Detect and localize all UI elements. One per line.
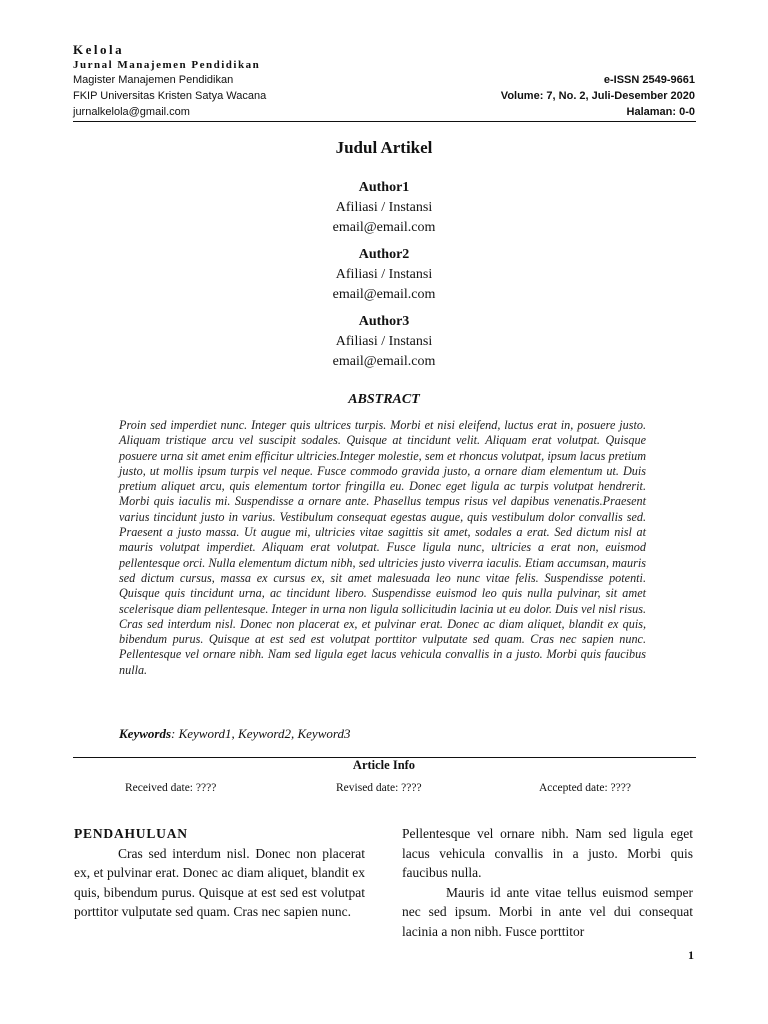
section-heading: PENDAHULUAN <box>74 826 188 841</box>
keywords <box>119 726 646 742</box>
accepted-date: Accepted date: ???? <box>539 782 631 794</box>
author-block-3 <box>0 312 768 372</box>
body-paragraph: Pellentesque vel ornare nibh. Nam sed ligula eget lacus vehicula convallis in a justo. Morbi quis faucibus nulla. <box>402 826 693 880</box>
author-block-2 <box>0 245 768 305</box>
journal-subtitle: Jurnal Manajemen Pendidikan <box>73 59 261 71</box>
author-email: email@email.com <box>332 220 436 235</box>
author-email: email@email.com <box>332 354 436 369</box>
author-name: Author2 <box>358 247 410 262</box>
abstract-heading: ABSTRACT <box>348 392 420 407</box>
body-column-right <box>402 824 693 941</box>
article-info-title: Article Info <box>352 758 416 772</box>
header-pages: Halaman: 0-0 <box>626 106 695 118</box>
header-issn: e-ISSN 2549-9661 <box>603 74 695 86</box>
keywords-label: Keywords <box>119 726 171 741</box>
header-institution-line: Magister Manajemen Pendidikan <box>73 74 234 86</box>
author-email: email@email.com <box>332 287 436 302</box>
header-faculty-line: FKIP Universitas Kristen Satya Wacana <box>73 90 267 102</box>
received-date: Received date: ???? <box>125 782 217 794</box>
body-paragraph: Cras sed interdum nisl. Donec non placerat ex, et pulvinar erat. Donec ac diam aliquet, blandit ex quis, bibendum purus. Quisque at est sed est volutpat porttitor vulputate sed quam. Cras nec sapien nunc. <box>74 845 365 919</box>
header-volume: Volume: 7, No. 2, Juli-Desember 2020 <box>500 90 695 102</box>
author-affiliation: Afiliasi / Instansi <box>335 334 433 349</box>
header-divider <box>73 121 696 122</box>
author-affiliation: Afiliasi / Instansi <box>335 200 433 215</box>
author-block-1 <box>0 178 768 238</box>
body-paragraph: Mauris id ante vitae tellus euismod semper nec sed ipsum. Morbi in ante vel dui consequat lacinia a non nibh. Fusce porttitor <box>402 884 693 939</box>
journal-name: Kelola <box>73 42 125 57</box>
author-affiliation: Afiliasi / Instansi <box>335 267 433 282</box>
keywords-value: : Keyword1, Keyword2, Keyword3 <box>171 726 351 741</box>
page-number: 1 <box>688 948 694 962</box>
journal-header <box>73 42 695 120</box>
author-name: Author1 <box>358 180 410 195</box>
header-email: jurnalkelola@gmail.com <box>73 106 190 118</box>
body-column-left <box>74 824 365 922</box>
author-name: Author3 <box>358 314 410 329</box>
revised-date: Revised date: ???? <box>336 782 422 794</box>
article-title: Judul Artikel <box>335 138 433 157</box>
abstract-text: Proin sed imperdiet nunc. Integer quis ultrices turpis. Morbi et nisi eleifend, luctus erat in, posuere justo. Aliquam tristique arcu vel suscipit sodales. Quisque at tincidunt velit. Aliquam erat volutpat. Quisque posuere urna sit amet enim efficitur ultricies.Integer molestie, sem et rhoncus volutpat, ipsum lacus pretium justo, ut mollis ipsum turpis vel neque. Fusce commodo gravida justo, a ornare diam elementum ut. Duis pretium aliquet arcu, quis elementum tortor fringilla eu. Donec eget ligula ac turpis volutpat hendrerit. Morbi quis iaculis mi. Suspendisse a ornare ante. Phasellus tempus risus vel dapibus venenatis.Praesent varius tincidunt justo in varius. Vestibulum consequat egestas augue, quis vestibulum dolor convallis sed. Praesent a justo massa. Ut augue mi, ultricies vitae sagittis sit amet, sodales a erat. Sed dictum nisl at mauris volutpat imperdiet. Aliquam erat volutpat. Fusce ligula nunc, ultricies a erat non, euismod pellentesque orci. Nulla elementum dictum nibh, sed ultricies justo viverra iaculis. Etiam accumsan, mauris sed dictum cursus, massa ex cursus ex, sit amet malesuada leo nunc vitae felis. Suspendisse potenti. Quisque quis tincidunt urna, ac tincidunt libero. Suspendisse euismod leo quis nulla pulvinar, sit amet scelerisque diam pellentesque. Integer in urna non ligula sollicitudin lacinia ut eu dolor. Duis vel nisl risus. Cras sed interdum nisl. Donec non placerat ex, et pulvinar erat. Donec ac diam aliquet, blandit ex quis, bibendum purus. Quisque at est sed est volutpat porttitor vulputate sed quam. Cras nec sapien nunc. Pellentesque vel ornare nibh. Nam sed ligula eget lacus vehicula convallis in a justo. Morbi quis faucibus nulla. <box>119 418 646 677</box>
